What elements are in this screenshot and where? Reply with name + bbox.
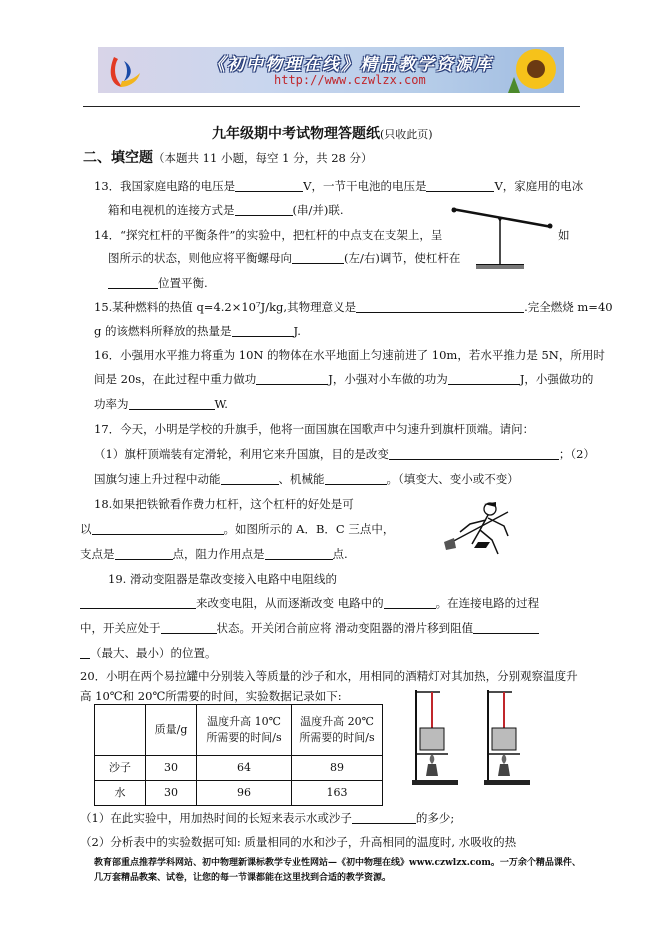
q16-blank-3[interactable] [129,397,215,410]
q15-blank-2[interactable] [232,324,294,337]
q17-text-e: 、机械能 [278,472,325,486]
table-cell: 水 [95,781,146,806]
q13-blank-3[interactable] [235,203,293,216]
apparatus-right [484,690,530,785]
q19-blank-2[interactable] [384,596,436,609]
table-row [95,781,383,806]
q16-text-c: J，小强对小车做的功为 [328,372,448,386]
q15-text-d: J. [293,324,301,338]
q13-text-a: 13．我国家庭电路的电压是 [94,179,236,193]
q18-text-c: 。如图所示的 A．B．C 三点中， [223,522,395,536]
q20-line2 [80,688,342,704]
heating-apparatus-figure [402,684,536,788]
q13-line2 [108,202,344,218]
q18-text-d: 支点是 [80,547,115,561]
table-cell: 沙子 [95,756,146,781]
site-banner [98,47,564,93]
q17-text-b: （1）旗杆顶端装有定滑轮，利用它来升国旗，目的是改变 [94,447,389,461]
q19-line4 [80,645,217,661]
table-row [95,756,383,781]
q14-blank-2[interactable] [108,276,158,289]
q20-line4 [80,834,516,850]
table-cell: 64 [197,756,292,781]
section-desc: （本题共 11 小题，每空 1 分，共 28 分） [153,151,373,165]
q14-line3 [108,275,208,291]
q20-text-b: 高 10℃和 20℃所需要的时间，实验数据记录如下: [80,689,342,703]
q20-text-d: 的多少; [415,811,455,825]
q20-text-c: （1）在此实验中，用加热时间的长短来表示水或沙子 [80,811,352,825]
sunflower-icon [502,47,562,93]
table-cell: 96 [197,781,292,806]
q16-blank-1[interactable] [256,372,328,385]
q19-text-f: （最大、最小）的位置。 [90,646,217,660]
q18-text-a: 18.如果把铁锨看作费力杠杆，这个杠杆的好处是可 [94,497,354,511]
header-rule [83,106,580,107]
q19-line2 [80,595,539,611]
q14-text-a: 14．“探究杠杆的平衡条件”的实验中，把杠杆的中点支在支架上，呈 [94,228,443,242]
page-title-note: (只收此页) [380,128,433,141]
q17-line2 [94,446,595,462]
q15-text-a: 15.某种燃料的热值 q=4.2×10⁷J/kg,其物理意义是 [94,300,357,314]
banner-url: http://www.czwlzx.com [274,73,426,87]
table-header-cell: 温度升高 20℃ 所需要的时间/s [292,705,383,756]
table-cell: 30 [146,781,197,806]
lever-figure [448,205,556,275]
q15-line1 [94,299,613,315]
q18-blank-1[interactable] [92,522,224,535]
apparatus-left [412,690,458,785]
q20-blank-1[interactable] [352,811,416,824]
table-cell: 163 [292,781,383,806]
section-heading [83,150,373,166]
site-logo-icon [104,51,144,91]
q18-line1 [94,496,354,512]
q16-text-e: 功率为 [94,397,129,411]
q18-line2 [80,521,394,537]
q14-blank-1[interactable] [292,251,344,264]
q17-blank-3[interactable] [325,472,387,485]
q13-text-c: V，家庭用的电冰 [494,179,584,193]
q17-text-c: ；（2） [558,447,595,461]
q17-blank-1[interactable] [389,447,559,460]
q16-text-d: J，小强做功的 [519,372,594,386]
table-header-row [95,705,383,756]
q16-line1 [94,347,605,363]
banner-title: 《初中物理在线》精品教学资源库 [208,55,493,75]
q15-blank-1[interactable] [356,300,524,313]
q17-text-f: 。（填变大、变小或不变） [386,472,519,486]
q18-text-b: 以 [80,522,92,536]
q16-text-a: 16．小强用水平推力将重为 10N 的物体在水平地面上匀速前进了 10m，若水平推力是 5N，所用时 [94,348,605,362]
page-title [212,126,433,143]
q13-text-d: 箱和电视机的连接方式是 [108,203,235,217]
q20-text-e: （2）分析表中的实验数据可知: 质量相同的水和沙子，升高相同的温度时, 水吸收的热 [80,835,517,849]
q17-text-a: 17．今天，小明是学校的升旗手，他将一面国旗在国歌声中匀速升到旗杆顶端。请问： [94,422,535,436]
q14-text-b: 图所示的状态，则他应将平衡螺母向 [108,251,292,265]
q19-text-a: 19. 滑动变阻器是靠改变接入电路中电阻线的 [108,572,337,586]
q19-text-d: 中，开关应处于 [80,621,161,635]
q17-text-d: 国旗匀速上升过程中动能 [94,472,221,486]
q15-text-c: g 的该燃料所释放的热量是 [94,324,232,338]
footer-line-2: 几万套精品教案、试卷，让您的每一节课都能在这里找到合适的教学资源。 [94,873,392,883]
q13-blank-2[interactable] [426,179,494,192]
q17-line3 [94,471,519,487]
q14-line1 [94,227,442,243]
q18-line3 [80,546,348,562]
footer-line-1: 教育部重点推荐学科网站、初中物理新课标教学专业性网站—《初中物理在线》www.czwlzx.com。一万余个精品课件、 [94,858,581,868]
table-header-cell [95,705,146,756]
q15-text-b: .完全燃烧 m=40 [524,300,613,314]
q18-text-f: 点. [332,547,348,561]
q17-blank-2[interactable] [221,472,279,485]
table-header-cell: 温度升高 10℃ 所需要的时间/s [197,705,292,756]
q19-blank-4b[interactable] [80,646,90,659]
data-table [94,704,383,806]
q20-text-a: 20．小明在两个易拉罐中分别装入等质量的沙子和水，用相同的酒精灯对其加热，分别观察温度升 [80,669,578,683]
q19-text-b: 来改变电阻，从而逐渐改变 电路中的 [196,596,384,610]
q14-text-c: (左/右)调节，使杠杆在 [344,251,461,265]
page-title-text: 九年级期中考试物理答题纸 [212,126,380,142]
q16-text-f: W. [214,397,228,411]
q18-blank-3[interactable] [265,547,333,560]
q16-line2 [94,371,593,387]
q20-line3 [80,810,454,826]
q19-line3 [80,620,539,636]
q17-line1 [94,421,534,437]
q18-text-e: 点，阻力作用点是 [172,547,265,561]
q14-text-ru: 如 [558,228,570,242]
q19-text-c: 。在连接电路的过程 [435,596,540,610]
q18-blank-2[interactable] [115,547,173,560]
q19-blank-3[interactable] [161,621,217,634]
q19-text-e: 状态。开关闭合前应将 滑动变阻器的滑片移到阻值 [216,621,474,635]
q16-text-b: 间是 20s，在此过程中重力做功 [94,372,257,386]
table-header-cell: 质量/g [146,705,197,756]
shovel-figure [442,500,524,558]
section-title: 二、填空题 [83,150,153,166]
table-cell: 30 [146,756,197,781]
q14-text-d: 位置平衡. [158,276,208,290]
table-cell: 89 [292,756,383,781]
q16-blank-2[interactable] [448,372,520,385]
q19-blank-1[interactable] [80,596,196,609]
q15-line2 [94,323,301,339]
q13-text-e: (串/并)联. [292,203,344,217]
q14-line2 [108,250,460,266]
q19-blank-4[interactable] [473,621,539,634]
q16-line3 [94,396,228,412]
q20-line1 [80,668,578,684]
q13-line1 [94,178,583,194]
q13-text-b: V，一节干电池的电压是 [303,179,427,193]
q13-blank-1[interactable] [235,179,303,192]
q19-line1 [108,571,337,587]
